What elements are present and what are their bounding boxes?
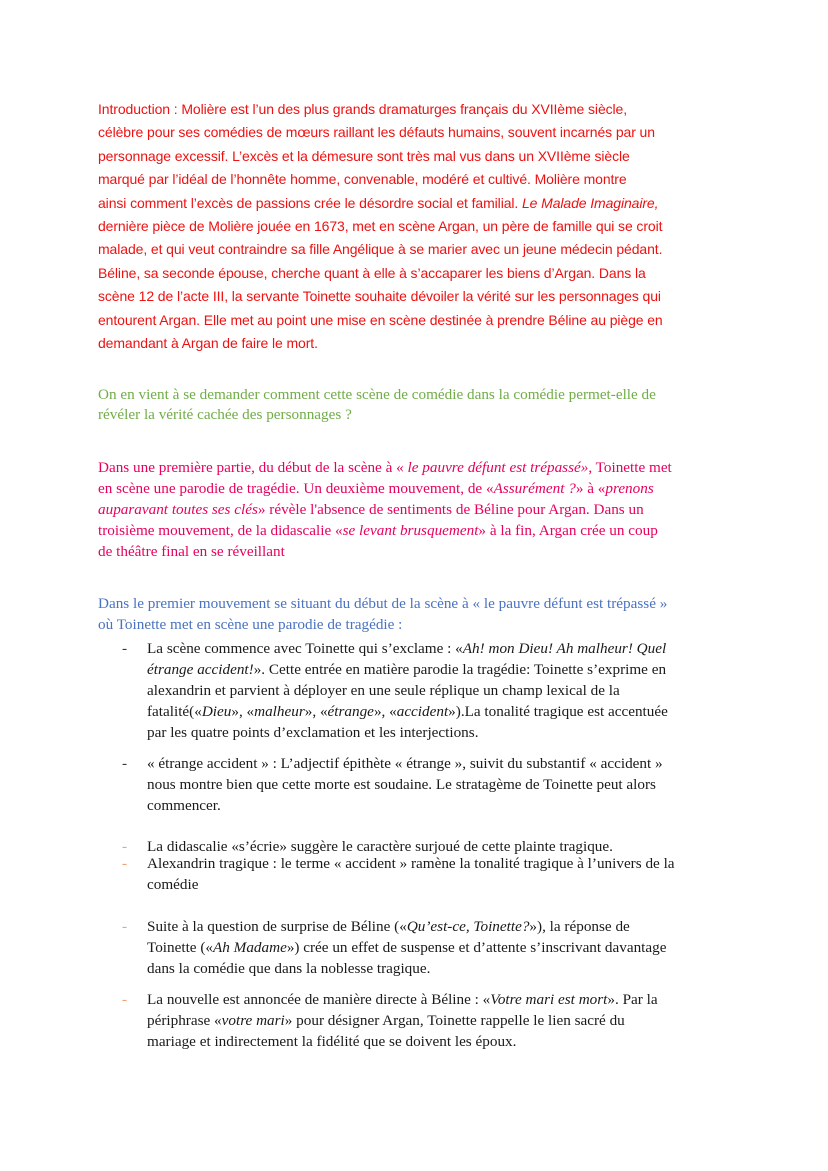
text-segment: comédie: [147, 876, 199, 893]
text-segment: personnage excessif. L’excès et la démesure sont très mal vus dans un XVIIème siècle: [98, 147, 630, 164]
text-segment: entourent Argan. Elle met au point une mise en scène destinée à prendre Béline au piège en: [98, 311, 663, 328]
text-line: [98, 285, 663, 308]
text-segment: où Toinette met en scène une parodie de tragédie :: [98, 616, 403, 633]
text-line: [147, 701, 668, 722]
text-line: [147, 1031, 658, 1052]
text-segment: La scène commence avec Toinette qui s’exclame : «: [147, 640, 463, 657]
text-segment: Dans le premier mouvement se situant du début de la scène à « le pauvre défunt est trépassé »: [98, 595, 668, 612]
text-segment: nous montre bien que cette morte est soudaine. Le stratagème de Toinette peut alors: [147, 776, 656, 793]
italic-quote: étrange accident!: [147, 661, 254, 678]
text-segment: dans la comédie que dans la noblesse tragique.: [147, 960, 431, 977]
text-line: [147, 989, 658, 1010]
italic-quote: Qu’est-ce, Toinette?: [406, 918, 530, 935]
text-line: [147, 958, 666, 979]
text-line: [98, 145, 663, 168]
bullet-text: [147, 989, 658, 1052]
text-line: [98, 121, 663, 144]
text-segment: scène 12 de l’acte III, la servante Toinette souhaite dévoiler la vérité sur les personnages qui: [98, 288, 661, 305]
problematique-paragraph: [98, 385, 656, 425]
bullet-text: [147, 753, 663, 816]
bullet-dash-icon: -: [122, 838, 128, 855]
italic-quote: étrange: [327, 703, 374, 720]
text-line: [98, 262, 663, 285]
bullet-text: [147, 638, 668, 743]
text-line: [98, 593, 667, 614]
italic-quote: Votre mari est mort: [490, 991, 608, 1008]
text-line: [98, 332, 663, 355]
text-segment: Alexandrin tragique : le terme « accident » ramène la tonalité tragique à l’univers de la: [147, 855, 675, 872]
text-line: [147, 853, 675, 874]
text-segment: Béline, sa seconde épouse, cherche quant à elle à s’accaparer les biens d’Argan. Dans la: [98, 264, 646, 281]
text-segment: dernière pièce de Molière jouée en 1673, met en scène Argan, un père de famille qui se croit: [98, 218, 663, 235]
text-segment: mariage et indirectement la fidélité que se doivent les époux.: [147, 1033, 517, 1050]
text-line: [147, 722, 668, 743]
text-segment: ainsi comment l’excès de passions crée le désordre social et familial.: [98, 194, 522, 211]
introduction-paragraph: [98, 98, 663, 355]
text-line: [147, 795, 663, 816]
text-segment: marqué par l’idéal de l’honnête homme, convenable, modéré et cultivé. Molière montre: [98, 171, 627, 188]
text-line: [98, 309, 663, 332]
text-segment: », «: [373, 703, 397, 720]
text-line: [98, 457, 672, 478]
text-line: [98, 98, 663, 121]
text-segment: de théâtre final en se réveillant: [98, 543, 285, 560]
text-line: [98, 192, 663, 215]
text-segment: On en vient à se demander comment cette scène de comédie dans la comédie permet-elle de: [98, 386, 656, 403]
bullet-dash-icon: -: [122, 918, 128, 935]
bullet-dash-icon: -: [122, 755, 128, 772]
text-line: [98, 385, 656, 405]
italic-quote: se levant brusquement: [342, 522, 479, 539]
text-line: [147, 680, 668, 701]
text-segment: Suite à la question de surprise de Béline («: [147, 918, 407, 935]
italic-quote: accident: [396, 703, 449, 720]
text-segment: commencer.: [147, 797, 221, 814]
text-line: [147, 937, 666, 958]
text-line: [98, 478, 672, 499]
text-line: [98, 215, 663, 238]
text-segment: » révèle l'absence de sentiments de Béline pour Argan. Dans un: [257, 501, 644, 518]
text-segment: demandant à Argan de faire le mort.: [98, 335, 318, 352]
text-segment: ». Cette entrée en matière parodie la tragédie: Toinette s’exprime en: [253, 661, 667, 678]
text-segment: », «: [304, 703, 328, 720]
text-segment: célèbre pour ses comédies de mœurs raillant les défauts humains, souvent incarnés par un: [98, 124, 655, 141]
text-segment: » pour désigner Argan, Toinette rappelle le lien sacré du: [284, 1012, 625, 1029]
text-line: [98, 541, 672, 562]
text-line: [98, 614, 667, 635]
text-segment: Toinette («: [147, 939, 213, 956]
text-segment: , Toinette met: [588, 459, 672, 476]
text-line: [147, 659, 668, 680]
italic-quote: Le Malade Imaginaire,: [521, 194, 659, 211]
text-segment: La didascalie «s’écrie» suggère le caractère surjoué de cette plainte tragique.: [147, 838, 613, 855]
text-line: [98, 238, 663, 261]
italic-quote: le pauvre défunt est trépassé»: [407, 459, 589, 476]
text-line: [147, 916, 666, 937]
bullet-dash-icon: -: [122, 640, 128, 657]
text-line: [147, 753, 663, 774]
text-segment: en scène une parodie de tragédie. Un deuxième mouvement, de «: [98, 480, 494, 497]
text-segment: troisième mouvement, de la didascalie «: [98, 522, 343, 539]
text-segment: « étrange accident » : L’adjectif épithète « étrange », suivit du substantif « accident »: [147, 755, 663, 772]
text-segment: »), la réponse de: [529, 918, 630, 935]
bullet-dash-icon: -: [122, 855, 128, 872]
text-segment: » à la fin, Argan crée un coup: [478, 522, 658, 539]
italic-quote: Ah! mon Dieu! Ah malheur! Quel: [462, 640, 667, 657]
text-segment: malade, et qui veut contraindre sa fille Angélique à se marier avec un jeune médecin pédant.: [98, 241, 663, 258]
text-segment: La nouvelle est annoncée de manière directe à Béline : «: [147, 991, 491, 1008]
italic-quote: Dieu: [201, 703, 232, 720]
text-segment: périphrase «: [147, 1012, 222, 1029]
text-segment: ») crée un effet de suspense et d’attente s’inscrivant davantage: [286, 939, 667, 956]
text-segment: par les quatre points d’exclamation et les interjections.: [147, 724, 479, 741]
text-segment: »).La tonalité tragique est accentuée: [448, 703, 668, 720]
text-line: [147, 874, 675, 895]
text-line: [98, 168, 663, 191]
text-segment: ». Par la: [607, 991, 658, 1008]
italic-quote: prenons: [605, 480, 654, 497]
text-segment: Introduction : Molière est l’un des plus grands dramaturges français du XVIIème siècle,: [98, 101, 628, 117]
text-segment: », «: [231, 703, 255, 720]
bullet-dash-icon: -: [122, 991, 128, 1008]
italic-quote: Ah Madame: [213, 939, 287, 956]
movement-intro-paragraph: [98, 593, 667, 635]
text-segment: Dans une première partie, du début de la scène à «: [98, 459, 408, 476]
text-segment: fatalité(«: [147, 703, 202, 720]
bullet-text: [147, 916, 666, 979]
text-line: [147, 774, 663, 795]
bullet-text: [147, 853, 675, 895]
italic-quote: votre mari: [221, 1012, 285, 1029]
text-line: [147, 638, 668, 659]
text-segment: révéler la vérité cachée des personnages ?: [98, 406, 352, 423]
text-line: [98, 405, 656, 425]
text-line: [98, 499, 672, 520]
text-segment: » à «: [575, 480, 606, 497]
text-segment: alexandrin et parvient à déployer en une seule réplique un champ lexical de la: [147, 682, 620, 699]
text-line: [147, 1010, 658, 1031]
italic-quote: malheur: [254, 703, 305, 720]
italic-quote: Assurément ?: [493, 480, 576, 497]
plan-paragraph: [98, 457, 672, 562]
text-line: [98, 520, 672, 541]
italic-quote: auparavant toutes ses clés: [98, 501, 258, 518]
